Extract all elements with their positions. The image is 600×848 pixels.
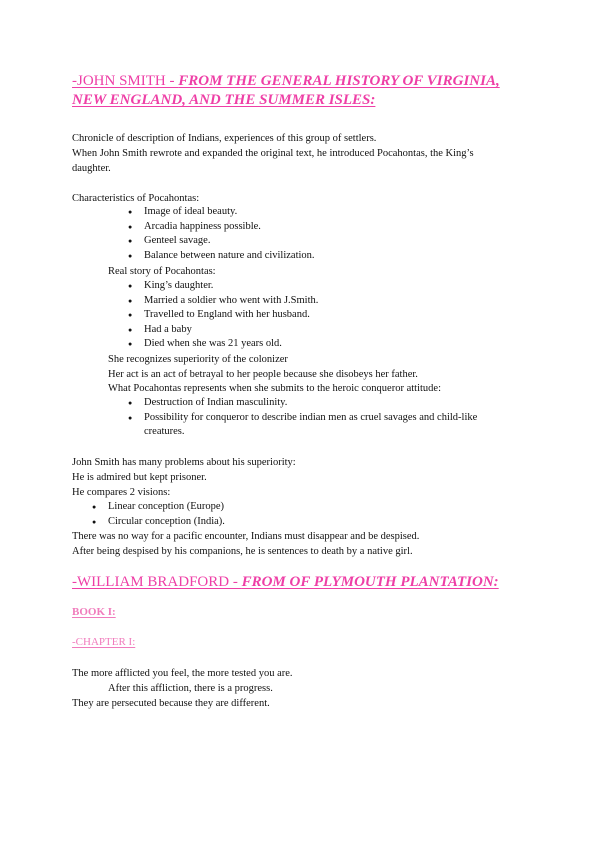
title-work: FROM THE GENERAL HISTORY OF VIRGINIA, NEW ENGLAND, AND THE SUMMER ISLES:	[72, 73, 500, 108]
no-way-line: There was no way for a pacific encounter, Indians must disappear and be despised.	[72, 531, 420, 542]
body-line: The more afflicted you feel, the more tested you are.	[72, 668, 293, 679]
list-item: ● Arcadia happiness possible.	[128, 220, 315, 235]
book-heading: BOOK I:	[72, 606, 116, 618]
intro-line: Chronicle of description of Indians, experiences of this group of settlers.	[72, 133, 377, 144]
list-item: ● Circular conception (India).	[92, 515, 225, 530]
title-author: -WILLIAM BRADFORD -	[72, 574, 242, 590]
visions-heading: He compares 2 visions:	[72, 487, 171, 498]
list-item: ● Married a soldier who went with J.Smith.	[128, 294, 318, 309]
list-item: ● Image of ideal beauty.	[128, 205, 315, 220]
represents-list	[128, 396, 498, 440]
list-item: ● King’s daughter.	[128, 279, 318, 294]
betrayal-line: Her act is an act of betrayal to her people because she disobeys her father.	[108, 369, 418, 380]
list-item: ● Balance between nature and civilization.	[128, 249, 315, 264]
chapter-heading: -CHAPTER I:	[72, 636, 136, 648]
list-item: ● Had a baby	[128, 323, 318, 338]
list-item: ● Died when she was 21 years old.	[128, 337, 318, 352]
characteristics-heading: Characteristics of Pocahontas:	[72, 193, 200, 204]
admired-line: He is admired but kept prisoner.	[72, 472, 207, 483]
list-item: ● Travelled to England with her husband.	[128, 308, 318, 323]
intro-line: daughter.	[72, 163, 111, 174]
visions-list	[92, 500, 225, 529]
list-item: ● Linear conception (Europe)	[92, 500, 225, 515]
list-item: ● Possibility for conqueror to describe indian men as cruel savages and child-like creatures.	[128, 411, 498, 440]
characteristics-list	[128, 205, 315, 263]
real-story-list	[128, 279, 318, 352]
body-line: They are persecuted because they are different.	[72, 698, 270, 709]
section-title-john-smith	[72, 72, 532, 110]
after-line: After being despised by his companions, he is sentences to death by a native girl.	[72, 546, 413, 557]
title-work: FROM OF PLYMOUTH PLANTATION:	[241, 574, 499, 590]
title-author: -JOHN SMITH -	[72, 73, 179, 89]
problems-line: John Smith has many problems about his superiority:	[72, 457, 296, 468]
intro-line: When John Smith rewrote and expanded the original text, he introduced Pocahontas, the King’s	[72, 148, 474, 159]
represents-line: What Pocahontas represents when she submits to the heroic conqueror attitude:	[108, 383, 441, 394]
section-title-william-bradford	[72, 573, 552, 592]
real-story-heading: Real story of Pocahontas:	[108, 266, 216, 277]
body-line: After this affliction, there is a progress.	[108, 683, 273, 694]
list-item: ● Genteel savage.	[128, 234, 315, 249]
list-item: ● Destruction of Indian masculinity.	[128, 396, 498, 411]
superiority-line: She recognizes superiority of the colonizer	[108, 354, 288, 365]
